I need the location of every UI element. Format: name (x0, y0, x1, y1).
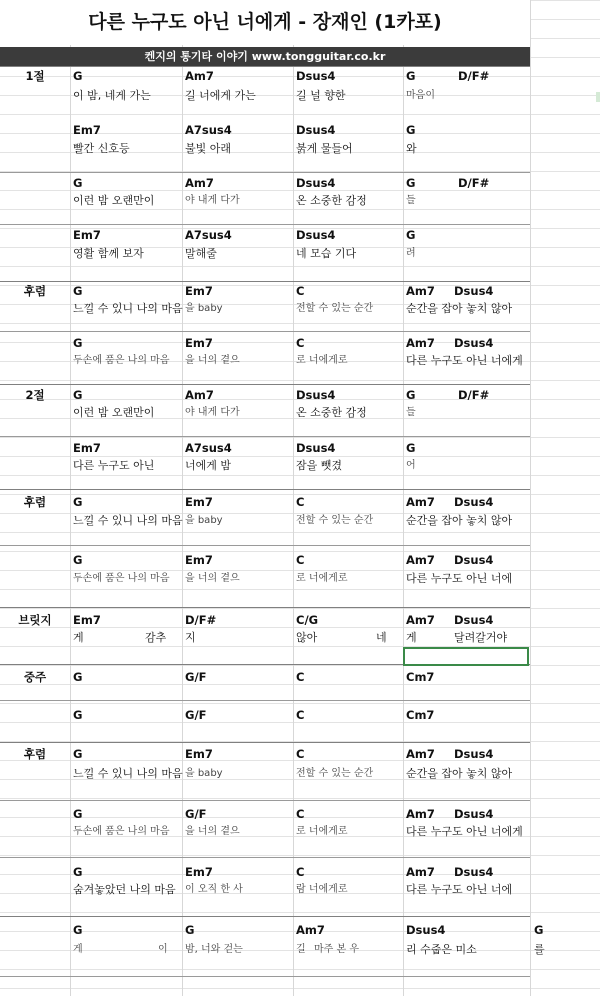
chord-cell[interactable]: Dsus4 (454, 807, 494, 821)
lyric-cell[interactable]: 길 (296, 944, 306, 955)
lyric-cell[interactable]: 영활 함께 보자 (73, 247, 144, 260)
section-divider (0, 742, 530, 743)
lyric-cell[interactable]: 순간을 잡아 놓치 않아 (406, 514, 513, 527)
chord-cell[interactable]: G (406, 123, 416, 137)
chord-cell[interactable]: G (73, 865, 83, 879)
row-divider (0, 331, 530, 332)
lyric-cell[interactable]: 온 소중한 감정 (296, 194, 367, 207)
lyric-cell[interactable]: 리 수줍은 미소 (406, 943, 477, 956)
chord-cell[interactable]: G (406, 176, 416, 190)
chord-cell[interactable]: Em7 (73, 228, 101, 242)
column-border-e (530, 0, 531, 996)
lyric-cell[interactable]: 지 (185, 631, 196, 644)
section-label-chorus2[interactable]: 후렴 (23, 495, 47, 509)
chord-cell[interactable]: A7sus4 (185, 123, 232, 137)
chord-cell[interactable]: Em7 (73, 613, 101, 627)
lyric-cell[interactable]: 달려갈거야 (454, 631, 508, 644)
chord-cell[interactable]: C (296, 495, 305, 509)
chord-cell[interactable]: Em7 (185, 865, 213, 879)
section-divider (0, 66, 530, 67)
lyric-cell[interactable]: 다른 누구도 아닌 너에게 (406, 354, 523, 367)
chord-cell[interactable]: A7sus4 (185, 228, 232, 242)
section-label-interlude[interactable]: 중주 (23, 670, 47, 684)
chord-cell[interactable]: Dsus4 (454, 865, 494, 879)
chord-cell[interactable]: Dsus4 (406, 923, 446, 937)
lyric-cell[interactable]: 두손에 품은 나의 마음 (73, 355, 170, 366)
chord-cell[interactable]: D/F# (458, 176, 490, 190)
lyric-cell[interactable]: 빨간 신호등 (73, 142, 130, 155)
selected-cell[interactable] (403, 647, 529, 666)
lyric-cell[interactable]: 이런 밤 오랜만이 (73, 406, 155, 419)
lyric-cell[interactable]: 이런 밤 오랜만이 (73, 194, 155, 207)
row-divider (0, 545, 530, 546)
section-divider (0, 489, 530, 490)
lyric-cell[interactable]: 순간을 잡아 놓치 않아 (406, 302, 513, 315)
chord-cell[interactable]: G (73, 336, 83, 350)
lyric-cell[interactable]: 려 (406, 248, 416, 259)
chord-cell[interactable]: G (406, 441, 416, 455)
row-divider (0, 700, 530, 701)
cell-marker (596, 92, 600, 102)
chord-cell[interactable]: Em7 (185, 747, 213, 761)
lyric-cell[interactable]: 잠을 뺏겼 (296, 459, 343, 472)
chord-cell[interactable]: Am7 (406, 807, 435, 821)
lyric-cell[interactable]: 을 너의 곁으 (185, 355, 240, 366)
chord-cell[interactable]: G (73, 69, 83, 83)
chord-cell[interactable]: Dsus4 (296, 123, 336, 137)
lyric-cell[interactable]: 너에게 밤 (185, 459, 232, 472)
chord-cell[interactable]: G (73, 495, 83, 509)
chord-cell[interactable]: Am7 (185, 69, 214, 83)
lyric-cell[interactable]: 전할 수 있는 순간 (296, 768, 374, 779)
lyric-cell[interactable]: 로 너에게로 (296, 573, 348, 584)
section-divider (0, 384, 530, 385)
chord-cell[interactable]: C (296, 807, 305, 821)
chord-cell[interactable]: G/F (185, 708, 207, 722)
lyric-cell[interactable]: 로 너에게로 (296, 355, 348, 366)
chord-cell[interactable]: G (73, 807, 83, 821)
chord-cell[interactable]: Em7 (185, 553, 213, 567)
lyric-cell[interactable]: 을 baby (185, 768, 223, 779)
lyric-cell[interactable]: 이 밤, 네게 가는 (73, 89, 151, 102)
chord-cell[interactable]: Cm7 (406, 670, 435, 684)
chord-cell[interactable]: Am7 (185, 388, 214, 402)
chord-cell[interactable]: C/G (296, 613, 319, 627)
column-border-c (293, 0, 294, 996)
chord-cell[interactable]: D/F# (185, 613, 217, 627)
chord-cell[interactable]: Am7 (296, 923, 325, 937)
chord-cell[interactable]: G (73, 670, 83, 684)
chord-cell[interactable]: G (406, 388, 416, 402)
section-label-verse2[interactable]: 2절 (25, 388, 45, 402)
lyric-cell[interactable]: 게 (73, 631, 84, 644)
lyric-cell[interactable]: 두손에 품은 나의 마음 (73, 573, 170, 584)
lyric-cell[interactable]: 다른 누구도 아닌 너에 (406, 572, 513, 585)
chord-cell[interactable]: G (534, 923, 544, 937)
chord-cell[interactable]: Em7 (185, 336, 213, 350)
chord-cell[interactable]: Am7 (406, 336, 435, 350)
lyric-cell[interactable]: 게 (406, 631, 417, 644)
lyric-cell[interactable]: 감추 (145, 631, 167, 644)
lyric-cell[interactable]: 야 내게 다가 (185, 407, 240, 418)
row-divider (0, 857, 530, 858)
chord-cell[interactable]: Am7 (406, 495, 435, 509)
lyric-cell[interactable]: 마주 본 우 (314, 944, 359, 955)
column-border-b (182, 0, 183, 996)
row-divider (0, 436, 530, 437)
row-divider (0, 224, 530, 225)
lyric-cell[interactable]: 마음이 (406, 90, 435, 101)
chord-cell[interactable]: Dsus4 (296, 176, 336, 190)
lyric-cell[interactable]: 않아 (296, 631, 318, 644)
site-banner[interactable]: 켄지의 통기타 이야기 www.tongguitar.co.kr (0, 47, 530, 66)
chord-cell[interactable]: Em7 (73, 441, 101, 455)
lyric-cell[interactable]: 로 너에게로 (296, 826, 348, 837)
chord-cell[interactable]: Dsus4 (296, 388, 336, 402)
lyric-cell[interactable]: 온 소중한 감정 (296, 406, 367, 419)
section-label-chorus1[interactable]: 후렴 (23, 284, 47, 298)
column-border-d (403, 0, 404, 996)
chord-cell[interactable]: G (73, 747, 83, 761)
chord-cell[interactable]: G (406, 228, 416, 242)
chord-cell[interactable]: C (296, 284, 305, 298)
lyric-cell[interactable]: 들 (406, 195, 416, 206)
section-divider (0, 281, 530, 282)
row-divider (0, 172, 530, 173)
chord-cell[interactable]: Dsus4 (296, 441, 336, 455)
lyric-cell[interactable]: 붉게 물들어 (296, 142, 353, 155)
lyric-cell[interactable]: 길 널 향한 (296, 89, 346, 102)
lyric-cell[interactable]: 이 (158, 944, 168, 955)
column-border-a (70, 0, 71, 996)
lyric-cell[interactable]: 다른 누구도 아닌 (73, 459, 155, 472)
chord-cell[interactable]: G (185, 923, 195, 937)
lyric-cell[interactable]: 람 너에게로 (296, 884, 348, 895)
lyric-cell[interactable]: 다른 누구도 아닌 너에게 (406, 825, 523, 838)
chord-cell[interactable]: Am7 (185, 176, 214, 190)
section-divider (0, 607, 530, 608)
chord-cell[interactable]: Dsus4 (454, 747, 494, 761)
lyric-cell[interactable]: 네 (376, 631, 387, 644)
lyric-cell[interactable]: 을 baby (185, 515, 223, 526)
chord-cell[interactable]: C (296, 747, 305, 761)
chord-cell[interactable]: A7sus4 (185, 441, 232, 455)
lyric-cell[interactable]: 야 내게 다가 (185, 195, 240, 206)
chord-cell[interactable]: Em7 (185, 284, 213, 298)
chord-cell[interactable]: C (296, 670, 305, 684)
chord-cell[interactable]: Dsus4 (454, 553, 494, 567)
section-label-chorus3[interactable]: 후렴 (23, 747, 47, 761)
chord-cell[interactable]: C (296, 708, 305, 722)
chord-cell[interactable]: Dsus4 (454, 336, 494, 350)
lyric-cell[interactable]: 게 (73, 944, 83, 955)
chord-cell[interactable]: G (73, 284, 83, 298)
chord-cell[interactable]: G (73, 553, 83, 567)
chord-cell[interactable]: C (296, 336, 305, 350)
chord-cell[interactable]: C (296, 553, 305, 567)
chord-cell[interactable]: G (73, 176, 83, 190)
chord-cell[interactable]: G/F (185, 807, 207, 821)
lyric-cell[interactable]: 을 너의 곁으 (185, 573, 240, 584)
lyric-cell[interactable]: 느낄 수 있니 나의 마음 (73, 767, 183, 780)
lyric-cell[interactable]: 두손에 품은 나의 마음 (73, 826, 170, 837)
lyric-cell[interactable]: 네 모습 기다 (296, 247, 357, 260)
chord-cell[interactable]: G (73, 388, 83, 402)
lyric-cell[interactable]: 어 (406, 460, 416, 471)
chord-cell[interactable]: Dsus4 (296, 69, 336, 83)
lyric-cell[interactable]: 느낄 수 있니 나의 마음 (73, 514, 183, 527)
chord-cell[interactable]: Dsus4 (454, 613, 494, 627)
chord-cell[interactable]: Am7 (406, 747, 435, 761)
lyric-cell[interactable]: 를 (534, 943, 545, 956)
chord-cell[interactable]: Am7 (406, 865, 435, 879)
lyric-cell[interactable]: 숨겨놓았던 나의 마음 (73, 883, 176, 896)
lyric-cell[interactable]: 전할 수 있는 순간 (296, 515, 374, 526)
lyric-cell[interactable]: 들 (406, 407, 416, 418)
section-divider (0, 916, 530, 917)
lyric-cell[interactable]: 을 너의 곁으 (185, 826, 240, 837)
row-divider (0, 800, 530, 801)
sheet-title[interactable]: 다른 누구도 아닌 너에게 - 장재인 (1카포) (0, 0, 530, 45)
lyric-cell[interactable]: 을 baby (185, 303, 223, 314)
chord-cell[interactable]: G (73, 923, 83, 937)
chord-cell[interactable]: Dsus4 (454, 495, 494, 509)
chord-cell[interactable]: Em7 (185, 495, 213, 509)
lyric-cell[interactable]: 말해줄 (185, 247, 217, 260)
chord-cell[interactable]: Dsus4 (454, 284, 494, 298)
chord-cell[interactable]: G (406, 69, 416, 83)
chord-cell[interactable]: Em7 (73, 123, 101, 137)
chord-cell[interactable]: G (73, 708, 83, 722)
chord-cell[interactable]: Cm7 (406, 708, 435, 722)
chord-cell[interactable]: D/F# (458, 388, 490, 402)
section-label-bridge[interactable]: 브릿지 (18, 613, 52, 627)
lyric-cell[interactable]: 이 오직 한 사 (185, 884, 243, 895)
chord-cell[interactable]: Am7 (406, 613, 435, 627)
lyric-cell[interactable]: 불빛 아래 (185, 142, 232, 155)
chord-cell[interactable]: C (296, 865, 305, 879)
chord-cell[interactable]: Am7 (406, 284, 435, 298)
lyric-cell[interactable]: 다른 누구도 아닌 너에 (406, 883, 513, 896)
lyric-cell[interactable]: 순간을 잡아 놓치 않아 (406, 767, 513, 780)
lyric-cell[interactable]: 밤, 너와 걷는 (185, 944, 243, 955)
chord-cell[interactable]: D/F# (458, 69, 490, 83)
lyric-cell[interactable]: 전할 수 있는 순간 (296, 303, 374, 314)
row-divider (0, 976, 530, 977)
chord-cell[interactable]: Am7 (406, 553, 435, 567)
lyric-cell[interactable]: 길 너에게 가는 (185, 89, 256, 102)
lyric-cell[interactable]: 느낄 수 있니 나의 마음 (73, 302, 183, 315)
chord-cell[interactable]: G/F (185, 670, 207, 684)
section-label-verse1[interactable]: 1절 (25, 69, 45, 83)
lyric-cell[interactable]: 와 (406, 142, 417, 155)
chord-cell[interactable]: Dsus4 (296, 228, 336, 242)
